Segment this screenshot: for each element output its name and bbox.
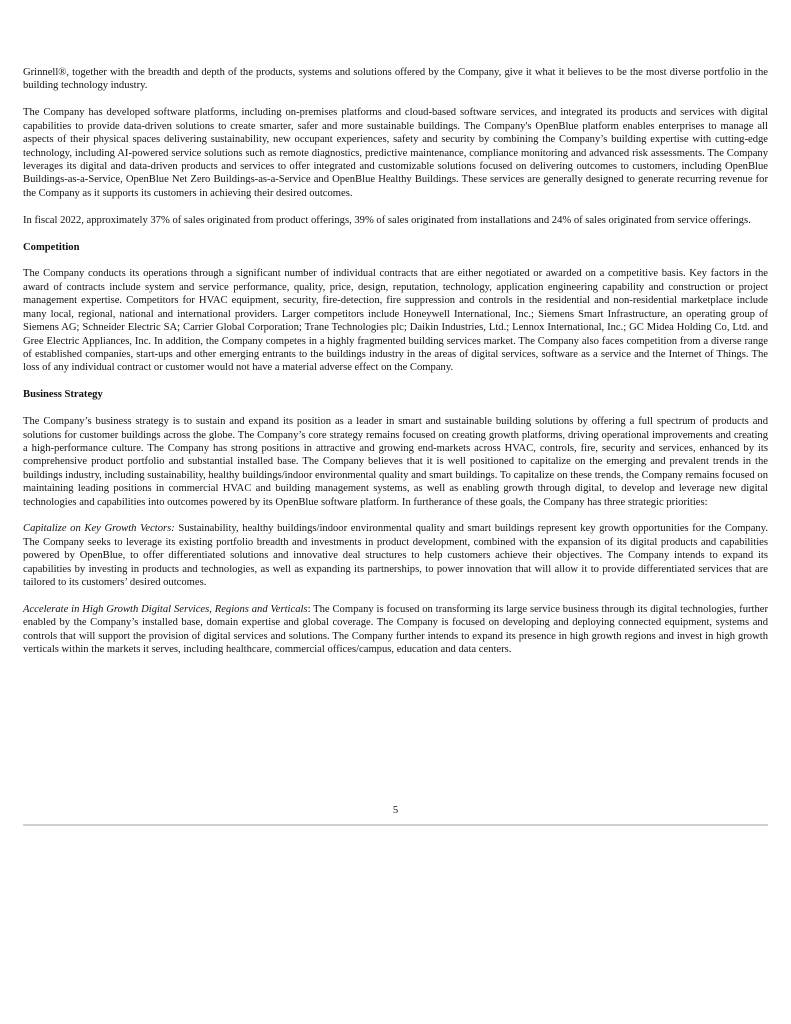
priority-growth-vectors-body: Sustainability, healthy buildings/indoor environmental quality and smart buildings represent key growth opportunities for the Company. The Company seeks to leverage its existing portfolio breadth and investments in product development, combined with the expansion of its digital products and capabilities powered by OpenBlue, to offer differentiated solutions and innovative deal structures to help customers achieve their objectives. The Company intends to expand its capabilities by investing in products and technologies, as well as expanding its partnerships, to power innovation that will allow it to provide differentiated services that are tailored to its customers’ desired outcomes. (23, 523, 768, 589)
sales-mix-paragraph: In fiscal 2022, approximately 37% of sales originated from product offerings, 39% of sales originated from installations and 24% of sales originated from service offerings. (23, 214, 751, 226)
priority-growth-vectors-title: Capitalize on Key Growth Vectors: (23, 523, 175, 535)
software-platforms-paragraph: The Company has developed software platforms, including on-premises platforms and cloud-based software services, and integrated its products and services with digital capabilities to provide data-driven solutions to create smarter, safer and more sustainable buildings. The Company's OpenBlue platform enables enterprises to manage all aspects of their physical spaces delivering sustainability, new occupant experiences, safety and security by combining the Company’s building expertise with cutting-edge technology, including AI-powered service solutions such as remote diagnostics, predictive maintenance, compliance monitoring and advanced risk assessments. The Company leverages its digital and data-driven products and services to offer integrated and customizable solutions focused on delivering outcomes to customers, including OpenBlue Buildings-as-a-Service, OpenBlue Net Zero Buildings-as-a-Service and OpenBlue Healthy Buildings. These services are generally designed to generate recurring revenue for the Company as it supports its customers in achieving their desired outcomes. (23, 107, 768, 199)
competition-paragraph: The Company conducts its operations through a significant number of individual contracts that are either negotiated or awarded on a competitive basis. Key factors in the award of contracts include system and service performance, quality, price, design, reputation, technology, application engineering capability and construction or project management expertise. Competitors for HVAC equipment, security, fire-detection, fire suppression and controls in the residential and non-residential marketplace include many local, regional, national and international providers. Larger competitors include Honeywell International, Inc.; Siemens Smart Infrastructure, an operating group of Siemens AG; Schneider Electric SA; Carrier Global Corporation; Trane Technologies plc; Daikin Industries, Ltd.; Lennox International, Inc.; GC Midea Holding Co, Ltd. and Gree Electric Appliances, Inc. In addition, the Company competes in a highly fragmented building services market. The Company also faces competition from a diverse range of established companies, start-ups and other emerging entrants to the buildings industry in the areas of digital services, software as a service and the Internet of Things. The loss of any individual contract or customer would not have a material adverse effect on the Company. (23, 268, 768, 374)
page-number: 5 (392, 805, 399, 816)
business-strategy-paragraph: The Company’s business strategy is to sustain and expand its position as a leader in smart and sustainable building solutions by offering a full spectrum of products and solutions for customer buildings across the globe. The Company’s core strategy remains focused on creating growth platforms, driving operational improvements and creating a high-performance culture. The Company has strong positions in attractive and growing end-markets across HVAC, controls, fire, security and services, enhanced by its comprehensive product portfolio and substantial installed base. The Company believes that it is well positioned to capitalize on the emerging and prevalent trends in the buildings industry, including sustainability, healthy buildings/indoor environmental quality and smart buildings. To capitalize on these trends, the Company remains focused on maintaining leading positions in commercial HVAC and building management systems, as well as enabling growth through digital, to develop and leverage new digital technologies and capabilities into outcomes powered by its OpenBlue software platform. In furtherance of these goals, the Company has three strategic priorities: (23, 416, 768, 508)
priority-growth-vectors-paragraph (23, 522, 768, 589)
priority-digital-services-title: Accelerate in High Growth Digital Services, Regions and Verticals (23, 604, 308, 615)
priority-digital-services-body: : The Company is focused on transforming its large service business through its digital technologies, further enabled by the Company’s installed base, domain expertise and global coverage. The Company is focused on developing and deploying connected equipment, systems and controls that will support the provision of digital services and solutions. The Company further intends to expand its presence in high growth regions and invest in high growth verticals within the markets it serves, including healthcare, commercial offices/campus, education and data centers. (23, 604, 768, 656)
business-strategy-heading: Business Strategy (23, 389, 103, 401)
intro-paragraph: Grinnell®, together with the breadth and depth of the products, systems and solutions offered by the Company, give it what it believes to be the most diverse portfolio in the building technology industry. (23, 67, 768, 92)
page-divider (23, 824, 768, 826)
priority-digital-services-paragraph (23, 603, 768, 657)
document-page (23, 66, 768, 670)
competition-heading: Competition (23, 241, 80, 253)
